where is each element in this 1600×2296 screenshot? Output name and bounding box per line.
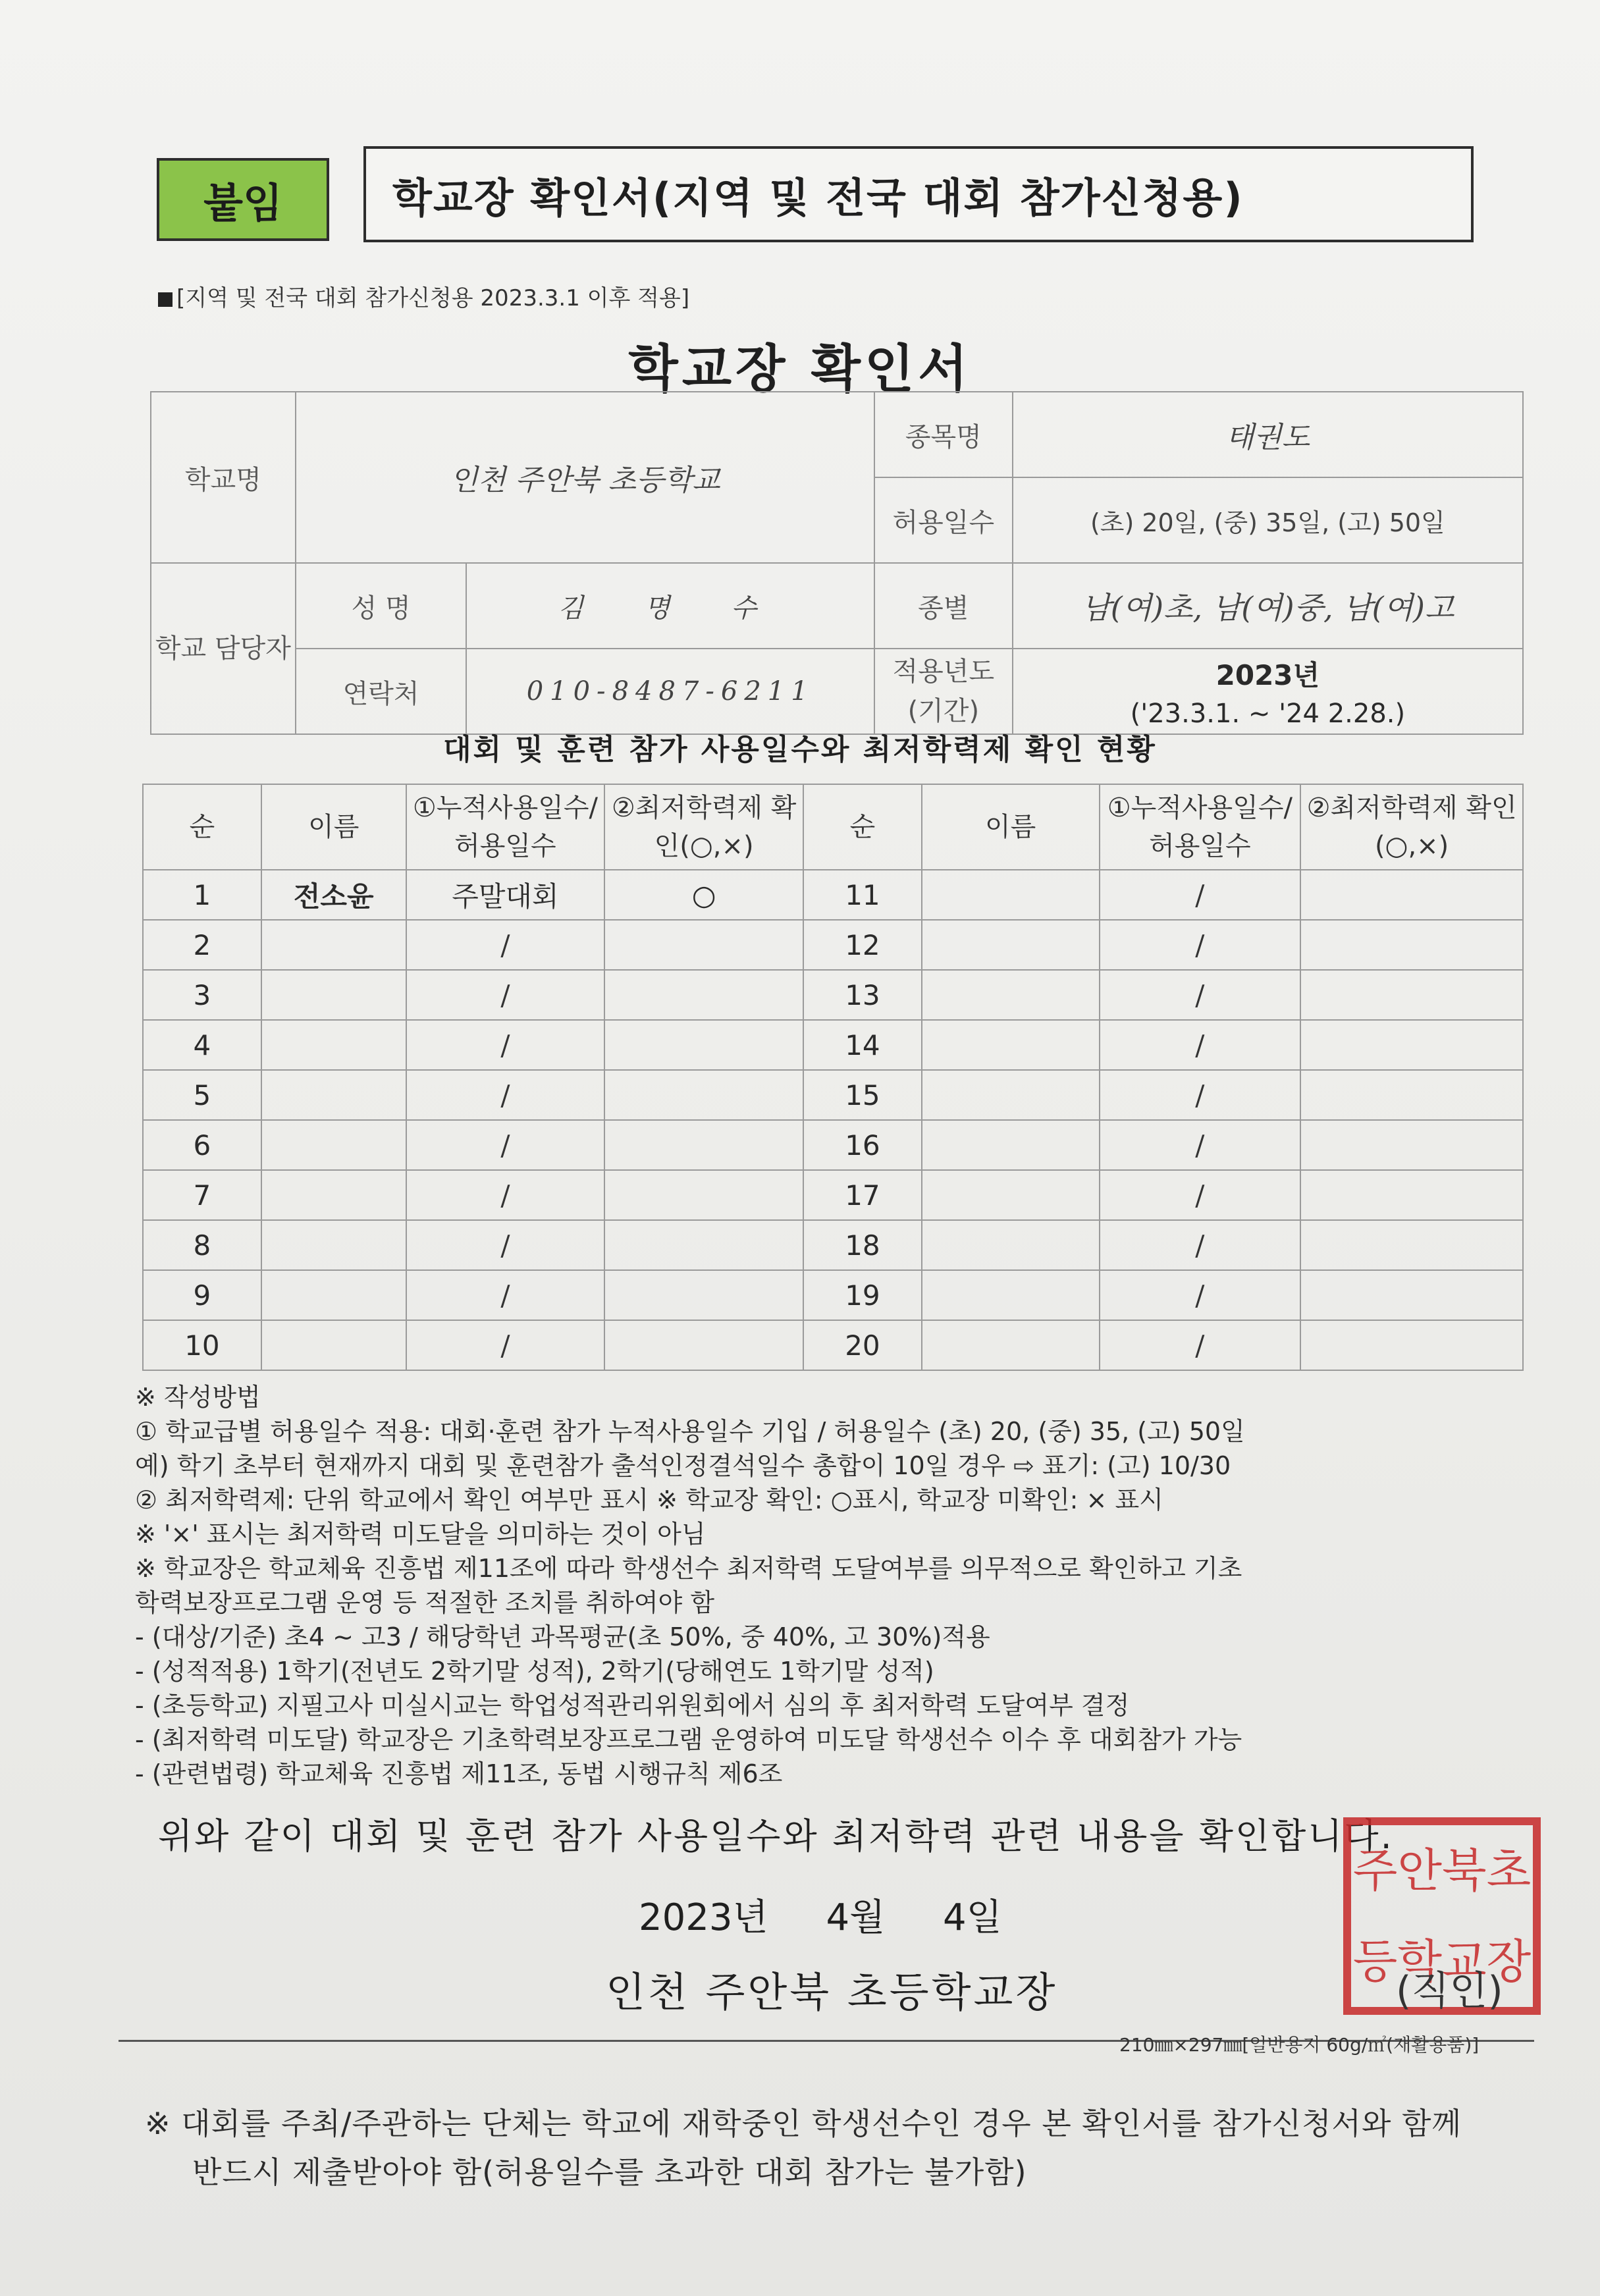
document-title: 학교장 확인서	[628, 340, 972, 399]
row-number: 6	[143, 1120, 261, 1170]
period-label: 적용년도 (기간)	[874, 649, 1013, 734]
cumulative-days: /	[406, 1020, 605, 1070]
cumulative-days: /	[406, 1120, 605, 1170]
period-cell	[1013, 649, 1523, 734]
header-no: 순	[143, 784, 261, 870]
table-row	[143, 1170, 1523, 1220]
allowed-days-value: (초) 20일, (중) 35일, (고) 50일	[1013, 477, 1523, 563]
table-row	[143, 1070, 1523, 1120]
student-name	[261, 1170, 406, 1220]
academic-check-2	[1300, 870, 1523, 920]
submission-footnote	[145, 2099, 1462, 2197]
note-line: 학력보장프로그램 운영 등 적절한 조치를 취하여야 함	[135, 1588, 715, 1617]
header-name: 이름	[261, 784, 406, 870]
academic-check-2	[1300, 1020, 1523, 1070]
school-name-value: 인천 주안북 초등학교	[296, 392, 874, 563]
contact-label: 연락처	[296, 649, 467, 734]
student-name	[261, 1320, 406, 1370]
row-number-2: 19	[803, 1270, 922, 1320]
issue-date	[639, 1888, 1048, 1941]
cumulative-days-2: /	[1100, 1020, 1301, 1070]
table-row	[143, 870, 1523, 920]
table-body	[143, 870, 1523, 1370]
cumulative-days: /	[406, 1320, 605, 1370]
contact-value: 010-8487-6211	[466, 649, 874, 734]
cumulative-days-2: /	[1100, 1270, 1301, 1320]
student-name	[261, 920, 406, 970]
row-number-2: 12	[803, 920, 922, 970]
academic-check	[604, 1120, 803, 1170]
header-check: ②최저학력제 확인(○,×)	[604, 784, 803, 870]
table-row	[143, 1270, 1523, 1320]
cumulative-days-2: /	[1100, 870, 1301, 920]
academic-check	[604, 1170, 803, 1220]
seal-label: (직인)	[1396, 1968, 1503, 2014]
row-number-2: 13	[803, 970, 922, 1020]
academic-check-2	[1300, 1070, 1523, 1120]
row-number-2: 14	[803, 1020, 922, 1070]
table-row	[143, 970, 1523, 1020]
academic-check	[604, 1070, 803, 1120]
academic-check	[604, 920, 803, 970]
cumulative-days-2: /	[1100, 1220, 1301, 1270]
date-year: 2023년	[639, 1896, 768, 1939]
table-row	[143, 1220, 1523, 1270]
attachment-badge: 붙임	[157, 158, 329, 241]
academic-check	[604, 1220, 803, 1270]
note-line: - (최저학력 미도달) 학교장은 기초학력보장프로그램 운영하여 미도달 학생선수 이수 후 대회참가 가능	[135, 1725, 1242, 1754]
academic-check-2	[1300, 1320, 1523, 1370]
person-name-value: 김 명 수	[466, 563, 874, 649]
cumulative-days: /	[406, 920, 605, 970]
row-number-2: 15	[803, 1070, 922, 1120]
writing-instructions	[135, 1380, 1531, 1791]
row-number: 4	[143, 1020, 261, 1070]
cumulative-days-2: /	[1100, 1070, 1301, 1120]
table-header-row	[143, 784, 1523, 870]
table-row	[143, 1120, 1523, 1170]
cumulative-days-2: /	[1100, 1120, 1301, 1170]
person-name-label: 성 명	[296, 563, 467, 649]
row-number-2: 16	[803, 1120, 922, 1170]
note-line: ※ 작성방법	[135, 1383, 261, 1412]
row-number-2: 18	[803, 1220, 922, 1270]
student-name-2	[922, 1070, 1100, 1120]
cumulative-days: /	[406, 1170, 605, 1220]
student-name	[261, 1270, 406, 1320]
student-name: 전소윤	[261, 870, 406, 920]
row-number: 9	[143, 1270, 261, 1320]
participation-table	[142, 784, 1524, 1371]
note-line: - (성적적용) 1학기(전년도 2학기말 성적), 2학기(당해연도 1학기말 성적)	[135, 1657, 934, 1686]
header-days: ①누적사용일수/허용일수	[406, 784, 605, 870]
student-name-2	[922, 1120, 1100, 1170]
cumulative-days: /	[406, 1070, 605, 1120]
note-line: 예) 학기 초부터 현재까지 대회 및 훈련참가 출석인정결석일수 총합이 10일 경우 ⇨ 표기: (고) 10/30	[135, 1451, 1231, 1480]
student-name	[261, 1070, 406, 1120]
student-name-2	[922, 1170, 1100, 1220]
table-row	[143, 1320, 1523, 1370]
note-line: - (관련법령) 학교체육 진흥법 제11조, 동법 시행규칙 제6조	[135, 1759, 783, 1788]
student-name	[261, 1120, 406, 1170]
student-name	[261, 1220, 406, 1270]
row-number-2: 20	[803, 1320, 922, 1370]
cumulative-days: /	[406, 1220, 605, 1270]
note-line: - (초등학교) 지필고사 미실시교는 학업성적관리위원회에서 심의 후 최저학력 도달여부 결정	[135, 1691, 1130, 1720]
principal-signature: 인천 주안북 초등학교장	[606, 1968, 1058, 2016]
academic-check	[604, 1270, 803, 1320]
student-name-2	[922, 1270, 1100, 1320]
student-name-2	[922, 920, 1100, 970]
header-no-2: 순	[803, 784, 922, 870]
cumulative-days: /	[406, 1270, 605, 1320]
row-number: 10	[143, 1320, 261, 1370]
period-value: ('23.3.1. ~ '24 2.28.)	[1130, 699, 1406, 729]
note-line: ① 학교급별 허용일수 적용: 대회·훈련 참가 누적사용일수 기입 / 허용일수 (초) 20, (중) 35, (고) 50일	[135, 1417, 1245, 1446]
cumulative-days-2: /	[1100, 1170, 1301, 1220]
table-row	[143, 920, 1523, 970]
student-name-2	[922, 1020, 1100, 1070]
cumulative-days-2: /	[1100, 1320, 1301, 1370]
sport-label: 종목명	[874, 392, 1013, 477]
school-manager-label: 학교 담당자	[151, 563, 296, 734]
cumulative-days: 주말대회	[406, 870, 605, 920]
academic-check-2	[1300, 1120, 1523, 1170]
paper-spec: 210㎜×297㎜[일반용지 60g/㎡(재활용품)]	[1119, 2034, 1480, 2056]
year-value: 2023년	[1215, 659, 1320, 691]
school-info-table	[150, 391, 1524, 735]
category-value: 남(여)초, 남(여)중, 남(여)고	[1013, 563, 1523, 649]
header-check-2: ②최저학력제 확인(○,×)	[1300, 784, 1523, 870]
academic-check	[604, 1320, 803, 1370]
note-line: ② 최저학력제: 단위 학교에서 확인 여부만 표시 ※ 학교장 확인: ○표시, 학교장 미확인: × 표시	[135, 1485, 1163, 1514]
note-line: ※ 학교장은 학교체육 진흥법 제11조에 따라 학생선수 최저학력 도달여부를 의무적으로 확인하고 기초	[135, 1554, 1242, 1583]
header-days-2: ①누적사용일수/허용일수	[1100, 784, 1301, 870]
footnote-line-1: ※ 대회를 주최/주관하는 단체는 학교에 재학중인 학생선수인 경우 본 확인서를 참가신청서와 함께	[145, 2106, 1462, 2141]
academic-check: ○	[604, 870, 803, 920]
cumulative-days: /	[406, 970, 605, 1020]
row-number: 7	[143, 1170, 261, 1220]
square-bullet-icon	[158, 292, 173, 307]
row-number: 1	[143, 870, 261, 920]
school-name-label: 학교명	[151, 392, 296, 563]
row-number: 8	[143, 1220, 261, 1270]
note-line: ※ '×' 표시는 최저학력 미도달을 의미하는 것이 아님	[135, 1520, 706, 1549]
sport-value: 태권도	[1013, 392, 1523, 477]
academic-check-2	[1300, 1270, 1523, 1320]
table-row	[143, 1020, 1523, 1070]
cumulative-days-2: /	[1100, 920, 1301, 970]
confirmation-statement: 위와 같이 대회 및 훈련 참가 사용일수와 최저학력 관련 내용을 확인합니다.	[158, 1815, 1394, 1857]
academic-check	[604, 970, 803, 1020]
applicability-note	[158, 280, 689, 312]
applicability-note-text: [지역 및 전국 대회 참가신청용 2023.3.1 이후 적용]	[176, 285, 690, 311]
row-number: 2	[143, 920, 261, 970]
student-name-2	[922, 870, 1100, 920]
section-title: 대회 및 훈련 참가 사용일수와 최저학력제 확인 현황	[443, 733, 1157, 766]
header-title-box: 학교장 확인서(지역 및 전국 대회 참가신청용)	[363, 146, 1474, 242]
date-day: 4일	[942, 1896, 1002, 1939]
student-name	[261, 970, 406, 1020]
official-seal-stamp: 주안 북초 등학 교장	[1343, 1817, 1541, 2015]
footnote-line-2: 반드시 제출받아야 함(허용일수를 초과한 대회 참가는 불가함)	[192, 2154, 1027, 2190]
student-name-2	[922, 970, 1100, 1020]
student-name	[261, 1020, 406, 1070]
academic-check-2	[1300, 1220, 1523, 1270]
cumulative-days-2: /	[1100, 970, 1301, 1020]
academic-check-2	[1300, 1170, 1523, 1220]
academic-check	[604, 1020, 803, 1070]
student-name-2	[922, 1220, 1100, 1270]
header-name-2: 이름	[922, 784, 1100, 870]
row-number: 5	[143, 1070, 261, 1120]
student-name-2	[922, 1320, 1100, 1370]
date-month: 4월	[826, 1896, 886, 1939]
category-label: 종별	[874, 563, 1013, 649]
academic-check-2	[1300, 970, 1523, 1020]
row-number-2: 11	[803, 870, 922, 920]
academic-check-2	[1300, 920, 1523, 970]
row-number: 3	[143, 970, 261, 1020]
row-number-2: 17	[803, 1170, 922, 1220]
allowed-days-label: 허용일수	[874, 477, 1013, 563]
note-line: - (대상/기준) 초4 ~ 고3 / 해당학년 과목평균(초 50%, 중 40%, 고 30%)적용	[135, 1622, 990, 1651]
